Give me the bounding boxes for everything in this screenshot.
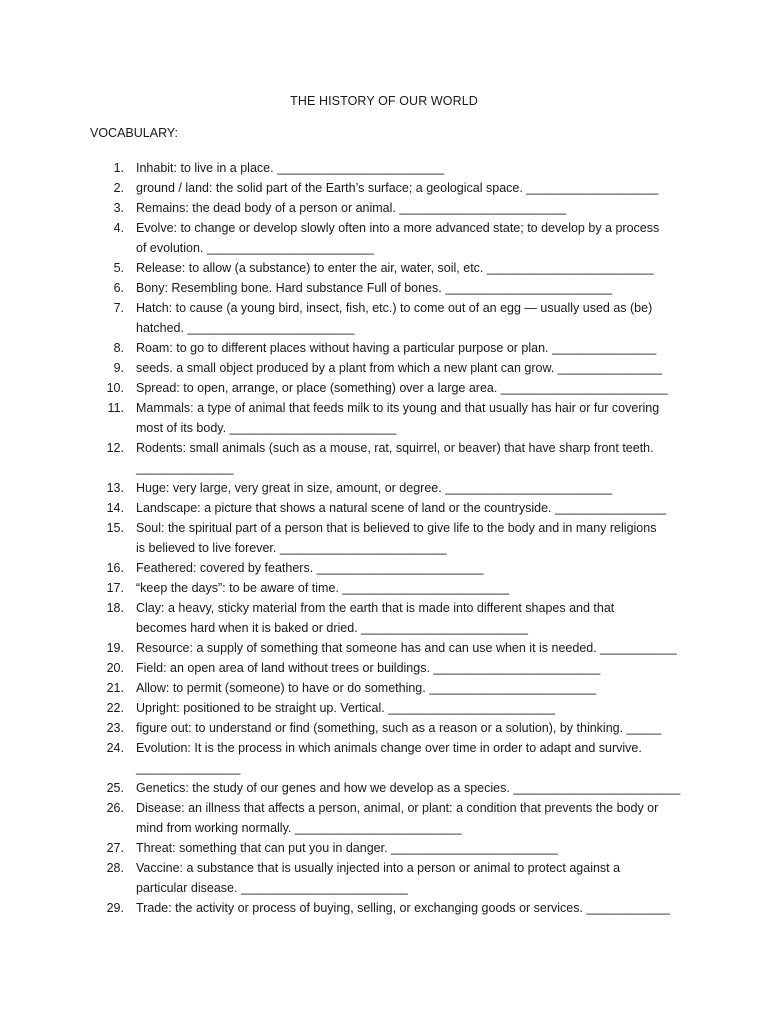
item-number: 27.	[106, 841, 124, 855]
vocabulary-item	[106, 258, 686, 278]
item-number: 12.	[106, 441, 124, 455]
definition-line: becomes hard when it is baked or dried. ________________________	[136, 621, 528, 635]
item-number: 9.	[113, 361, 124, 375]
definition-line: Release: to allow (a substance) to enter the air, water, soil, etc. ________________________	[136, 261, 654, 275]
definition-line: ground / land: the solid part of the Earth’s surface; a geological space. ___________________	[136, 181, 659, 195]
definition-line: is believed to live forever. ________________________	[136, 541, 447, 555]
item-number: 2.	[113, 181, 124, 195]
definition-line: Rodents: small animals (such as a mouse, rat, squirrel, or beaver) that have sharp front teeth.	[136, 441, 654, 455]
definition-line: Upright: positioned to be straight up. Vertical. ________________________	[136, 701, 556, 715]
item-number: 15.	[106, 521, 124, 535]
vocabulary-item	[106, 638, 686, 658]
vocabulary-item	[106, 358, 686, 378]
vocabulary-item	[106, 898, 686, 918]
definition-line: particular disease. ________________________	[136, 881, 408, 895]
item-number: 17.	[106, 581, 124, 595]
definition-line: Evolve: to change or develop slowly often into a more advanced state; to develop by a process	[136, 221, 660, 235]
vocabulary-item	[106, 438, 686, 478]
definition-line: “keep the days”: to be aware of time. ________________________	[136, 581, 510, 595]
vocabulary-item	[106, 598, 686, 638]
definition-line: Trade: the activity or process of buying, selling, or exchanging goods or services. ____________	[136, 901, 670, 915]
definition-line: Spread: to open, arrange, or place (something) over a large area. ________________________	[136, 381, 668, 395]
definition-line: Threat: something that can put you in danger. ________________________	[136, 841, 558, 855]
vocabulary-item	[106, 658, 686, 678]
item-number: 1.	[113, 161, 124, 175]
vocabulary-item	[106, 738, 686, 778]
item-number: 22.	[106, 701, 124, 715]
definition-line: most of its body. ________________________	[136, 421, 397, 435]
item-number: 20.	[106, 661, 124, 675]
definition-line: Roam: to go to different places without having a particular purpose or plan. _______________	[136, 341, 657, 355]
definition-line: Bony: Resembling bone. Hard substance Full of bones. ________________________	[136, 281, 613, 295]
item-number: 26.	[106, 801, 124, 815]
definition-line: hatched. ________________________	[136, 321, 355, 335]
item-number: 11.	[107, 401, 124, 415]
definition-line: _______________	[136, 761, 241, 775]
definition-line: ______________	[136, 461, 234, 475]
item-number: 24.	[106, 741, 124, 755]
vocabulary-item	[106, 858, 686, 898]
vocabulary-item	[106, 338, 686, 358]
definition-line: Resource: a supply of something that someone has and can use when it is needed. ___________	[136, 641, 677, 655]
vocabulary-item	[106, 678, 686, 698]
vocabulary-list	[106, 158, 686, 918]
vocabulary-item	[106, 718, 686, 738]
vocabulary-item	[106, 498, 686, 518]
vocabulary-item	[106, 558, 686, 578]
vocabulary-item	[106, 398, 686, 438]
vocabulary-item	[106, 278, 686, 298]
definition-line: of evolution. ________________________	[136, 241, 374, 255]
vocabulary-item	[106, 198, 686, 218]
definition-line: Soul: the spiritual part of a person that is believed to give life to the body and in many religions	[136, 521, 657, 535]
section-heading: VOCABULARY:	[90, 126, 179, 140]
item-number: 28.	[106, 861, 124, 875]
definition-line: seeds. a small object produced by a plant from which a new plant can grow. _______________	[136, 361, 663, 375]
item-number: 25.	[106, 781, 124, 795]
definition-line: Hatch: to cause (a young bird, insect, fish, etc.) to come out of an egg — usually used as (be)	[136, 301, 653, 315]
definition-line: Genetics: the study of our genes and how we develop as a species. ________________________	[136, 781, 681, 795]
vocabulary-item	[106, 298, 686, 338]
vocabulary-item	[106, 178, 686, 198]
vocabulary-item	[106, 378, 686, 398]
definition-line: Feathered: covered by feathers. ________________________	[136, 561, 484, 575]
definition-line: Field: an open area of land without trees or buildings. ________________________	[136, 661, 601, 675]
item-number: 16.	[106, 561, 124, 575]
definition-line: Mammals: a type of animal that feeds milk to its young and that usually has hair or fur covering	[136, 401, 660, 415]
definition-line: Landscape: a picture that shows a natural scene of land or the countryside. ________________	[136, 501, 667, 515]
vocabulary-item	[106, 778, 686, 798]
definition-line: figure out: to understand or find (something, such as a reason or a solution), by thinking. _____	[136, 721, 662, 735]
definition-line: Evolution: It is the process in which animals change over time in order to adapt and survive.	[136, 741, 642, 755]
vocabulary-item	[106, 838, 686, 858]
item-number: 5.	[113, 261, 124, 275]
vocabulary-item	[106, 518, 686, 558]
item-number: 14.	[106, 501, 124, 515]
vocabulary-item	[106, 478, 686, 498]
page-title: THE HISTORY OF OUR WORLD	[290, 94, 478, 108]
item-number: 7.	[113, 301, 124, 315]
item-number: 3.	[113, 201, 124, 215]
item-number: 29.	[106, 901, 124, 915]
definition-line: Vaccine: a substance that is usually injected into a person or animal to protect against a	[136, 861, 621, 875]
definition-line: Disease: an illness that affects a person, animal, or plant: a condition that prevents the body or	[136, 801, 659, 815]
definition-line: mind from working normally. ________________________	[136, 821, 462, 835]
item-number: 19.	[106, 641, 124, 655]
item-number: 18.	[106, 601, 124, 615]
definition-line: Inhabit: to live in a place. ________________________	[136, 161, 444, 175]
item-number: 6.	[113, 281, 124, 295]
item-number: 23.	[106, 721, 124, 735]
item-number: 8.	[113, 341, 124, 355]
vocabulary-item	[106, 158, 686, 178]
vocabulary-item	[106, 218, 686, 258]
item-number: 4.	[113, 221, 124, 235]
definition-line: Remains: the dead body of a person or animal. ________________________	[136, 201, 567, 215]
definition-line: Clay: a heavy, sticky material from the earth that is made into different shapes and that	[136, 601, 615, 615]
vocabulary-item	[106, 578, 686, 598]
vocabulary-item	[106, 798, 686, 838]
definition-line: Huge: very large, very great in size, amount, or degree. ________________________	[136, 481, 613, 495]
item-number: 10.	[106, 381, 124, 395]
definition-line: Allow: to permit (someone) to have or do something. ________________________	[136, 681, 597, 695]
item-number: 13.	[106, 481, 124, 495]
vocabulary-item	[106, 698, 686, 718]
item-number: 21.	[106, 681, 124, 695]
